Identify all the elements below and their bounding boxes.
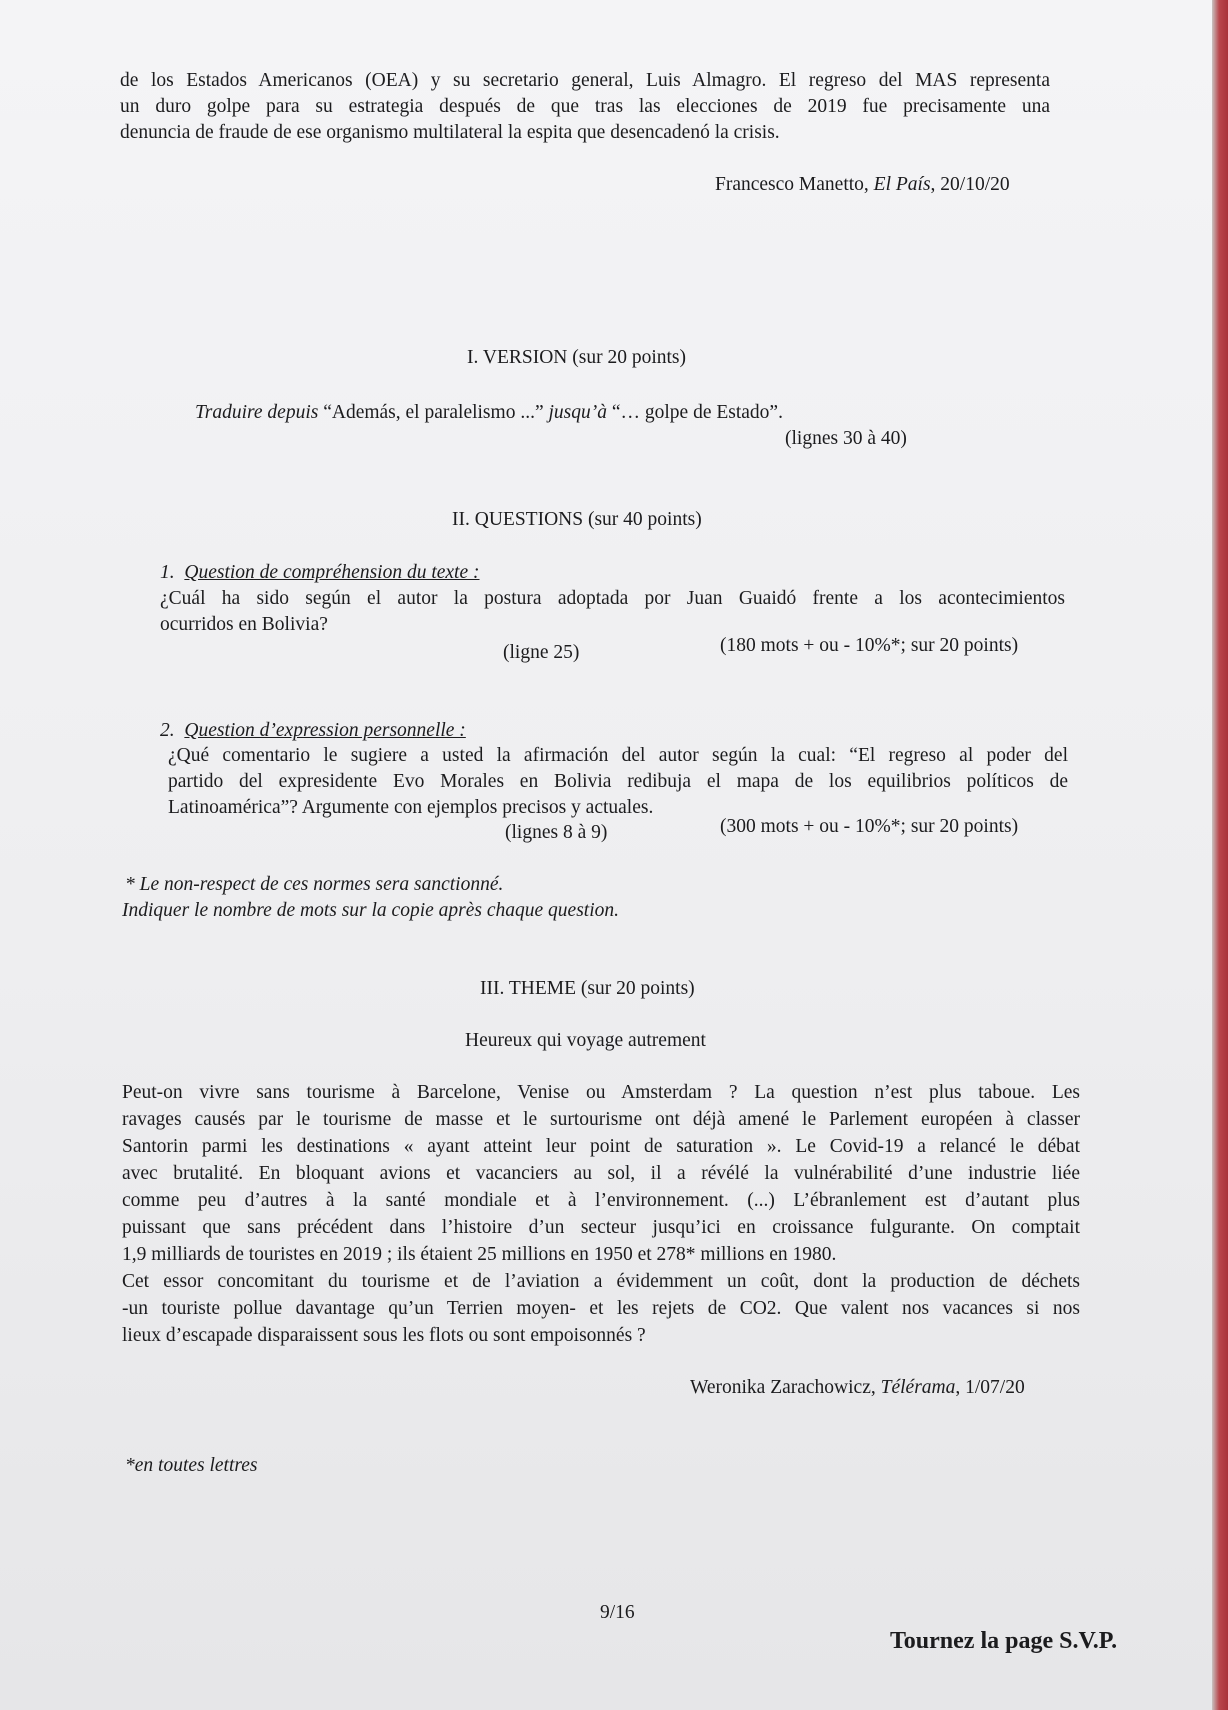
question-2-title — [160, 718, 466, 744]
theme-text-line: comme peu d’autres à la santé mondiale et à l’environnement. (...) L’ébranlement est d’autant plus — [122, 1190, 1080, 1211]
source-text-line: un duro golpe para su estrategia después de que tras las elecciones de 2019 fue precisamente una — [120, 96, 1050, 117]
question-2-constraint: (300 mots + ou - 10%*; sur 20 points) — [720, 816, 1019, 837]
citation-publication: El País — [873, 174, 931, 195]
source-text-line: denuncia de fraude de ese organismo multilateral la espita que desencadenó la crisis. — [120, 122, 780, 143]
theme-text-line: avec brutalité. En bloquant avions et vacanciers au sol, il a révélé la vulnérabilité d’une industrie liée — [122, 1163, 1080, 1184]
questions-heading: II. QUESTIONS (sur 40 points) — [452, 509, 702, 530]
question-1-line-ref: (ligne 25) — [503, 642, 580, 663]
citation-date: , 1/07/20 — [955, 1377, 1025, 1398]
theme-text-line: puissant que sans précédent dans l’histoire d’un secteur jusqu’ici en croissance fulgurante. On comptait — [122, 1217, 1080, 1238]
turn-page-note: Tournez la page S.V.P. — [890, 1628, 1118, 1654]
citation-date: , 20/10/20 — [930, 174, 1010, 195]
question-1-title-text: Question de compréhension du texte : — [184, 562, 480, 583]
page-number: 9/16 — [600, 1602, 635, 1623]
version-instruction — [195, 400, 783, 426]
theme-title: Heureux qui voyage autrement — [465, 1030, 706, 1051]
instruction-mid: jusqu’à — [548, 402, 607, 423]
question-1-title — [160, 560, 480, 586]
question-2-line: ¿Qué comentario le sugiere a usted la afirmación del autor según la cual: “El regreso al poder del — [168, 745, 1068, 766]
question-1-line: ¿Cuál ha sido según el autor la postura adoptada por Juan Guaidó frente a los acontecimientos — [160, 588, 1065, 609]
theme-text-line: lieux d’escapade disparaissent sous les flots ou sont empoisonnés ? — [122, 1325, 646, 1346]
theme-citation — [690, 1375, 1025, 1401]
theme-text-line: -un touriste pollue davantage qu’un Terrien moyen- et les rejets de CO2. Que valent nos vacances si nos — [122, 1298, 1080, 1319]
theme-heading: III. THEME (sur 20 points) — [480, 978, 695, 999]
questions-note: * Le non-respect de ces normes sera sanctionné. — [125, 874, 504, 895]
question-2-line-ref: (lignes 8 à 9) — [505, 822, 608, 843]
citation-author: Francesco Manetto, — [715, 174, 874, 195]
question-2-line: Latinoamérica”? Argumente con ejemplos precisos y actuales. — [168, 797, 654, 818]
question-1-number: 1. — [160, 562, 175, 583]
version-lines-ref: (lignes 30 à 40) — [785, 428, 907, 449]
version-heading: I. VERSION (sur 20 points) — [467, 347, 687, 368]
theme-text-line: Cet essor concomitant du tourisme et de l’aviation a évidemment un coût, dont la production de déchets — [122, 1271, 1080, 1292]
question-2-number: 2. — [160, 720, 175, 741]
citation-publication: Télérama — [880, 1377, 956, 1398]
page-edge — [1212, 0, 1228, 1710]
quote-end: “… golpe de Estado”. — [606, 402, 783, 423]
source-citation — [715, 172, 1010, 198]
question-1-constraint: (180 mots + ou - 10%*; sur 20 points) — [720, 635, 1019, 656]
theme-footnote: *en toutes lettres — [125, 1455, 258, 1476]
theme-text-line: 1,9 milliards de touristes en 2019 ; ils étaient 25 millions en 1950 et 278* millions en 1980. — [122, 1244, 837, 1265]
theme-text-line: Santorin parmi les destinations « ayant atteint leur point de saturation ». Le Covid-19 a relancé le débat — [122, 1136, 1080, 1157]
questions-note: Indiquer le nombre de mots sur la copie après chaque question. — [122, 900, 619, 921]
question-2-line: partido del expresidente Evo Morales en Bolivia redibuja el mapa de los equilibrios políticos de — [168, 771, 1068, 792]
quote-start: “Además, el paralelismo ...” — [318, 402, 549, 423]
question-2-title-text: Question d’expression personnelle : — [184, 720, 466, 741]
question-1-line: ocurridos en Bolivia? — [160, 614, 328, 635]
citation-author: Weronika Zarachowicz, — [690, 1377, 881, 1398]
theme-text-line: Peut-on vivre sans tourisme à Barcelone, Venise ou Amsterdam ? La question n’est plus taboue. Les — [122, 1082, 1080, 1103]
instruction-lead: Traduire depuis — [195, 402, 319, 423]
theme-text-line: ravages causés par le tourisme de masse et le surtourisme ont déjà amené le Parlement européen à classer — [122, 1109, 1080, 1130]
source-text-line: de los Estados Americanos (OEA) y su secretario general, Luis Almagro. El regreso del MAS representa — [120, 70, 1050, 91]
